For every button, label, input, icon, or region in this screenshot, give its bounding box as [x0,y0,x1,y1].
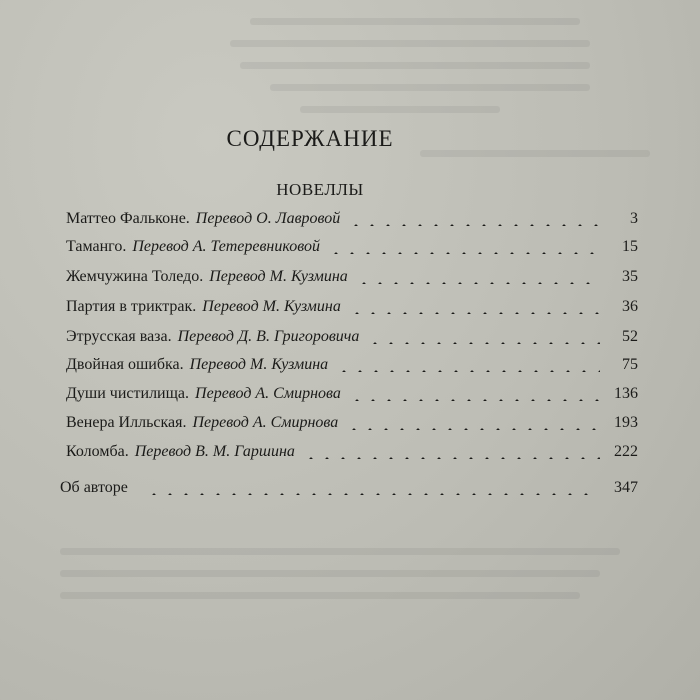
entry-page-number: 222 [614,443,638,460]
entry-page-number: 193 [614,414,638,431]
entry-title: Партия в триктрак. [66,298,197,315]
entry-title: Об авторе [60,479,128,496]
entry-title: Души чистилища. [66,385,190,402]
dot-leader [336,370,600,372]
entry-page-number: 52 [622,328,638,345]
dot-leader [349,399,600,401]
toc-entry[interactable] [66,385,638,409]
entry-title: Этрусская ваза. [66,328,172,345]
section-heading: НОВЕЛЛЫ [276,180,364,199]
entry-page-number: 15 [622,238,638,255]
toc-entry[interactable] [66,356,638,380]
entry-translator: Перевод М. Кузмина [202,298,341,315]
dot-leader [356,282,600,284]
entry-translator: Перевод М. Кузмина [189,356,329,373]
dot-leader [349,312,600,314]
entry-page-number: 347 [614,479,638,496]
entry-title: Венера Илльская. [66,414,187,431]
toc-entry[interactable] [66,268,638,292]
entry-title: Таманго. [66,238,127,255]
entry-title: Коломба. [66,443,129,460]
entry-translator: Перевод В. М. Гаршина [134,443,295,460]
dot-leader [367,342,600,344]
entry-translator: Перевод А. Смирнова [192,414,339,431]
entry-page-number: 3 [630,210,638,227]
entry-page-number: 36 [622,298,638,315]
dot-leader [346,428,600,430]
toc-entry[interactable] [66,210,638,234]
entry-page-number: 35 [622,268,638,285]
contents-heading: СОДЕРЖАНИЕ [226,126,394,151]
toc-entry[interactable] [66,328,638,352]
toc-entry[interactable] [66,298,638,322]
dot-leader [146,493,600,495]
toc-entry[interactable] [66,238,638,262]
dot-leader [348,224,600,226]
entry-page-number: 136 [614,385,638,402]
entry-translator: Перевод О. Лавровой [195,210,341,227]
entry-translator: Перевод М. Кузмина [209,268,348,285]
entry-title: Маттео Фальконе. [66,210,190,227]
entry-title: Жемчужина Толедо. [66,268,204,285]
entry-translator: Перевод А. Тетеревниковой [132,238,320,255]
toc-entry[interactable] [66,414,638,438]
dot-leader [303,457,600,459]
entry-translator: Перевод Д. В. Григоровича [177,328,360,345]
toc-entry-about[interactable] [60,479,638,503]
toc-entry[interactable] [66,443,638,467]
entry-page-number: 75 [622,356,638,373]
dot-leader [328,252,600,254]
entry-title: Двойная ошибка. [66,356,184,373]
entry-translator: Перевод А. Смирнова [195,385,341,402]
